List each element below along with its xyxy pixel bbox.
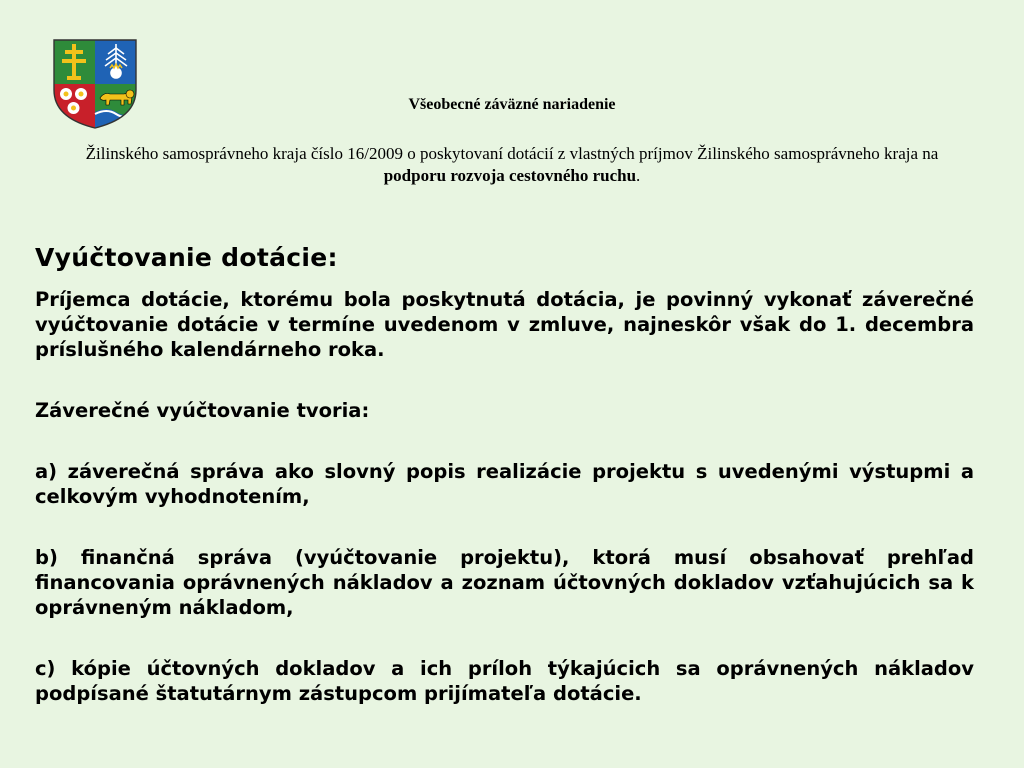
list-item-c: c) kópie účtovných dokladov a ich príloh týkajúcich sa oprávnených nákladov podpísané štatutárnym zástupcom prijímateľa dotácie.	[35, 657, 974, 705]
intro-paragraph: Príjemca dotácie, ktorému bola poskytnutá dotácia, je povinný vykonať záverečné vyúčtovanie dotácie v termíne uvedenom v zmluve, najneskôr však do 1. decembra príslušného kalendárneho roka.	[35, 288, 974, 361]
coat-of-arms-logo	[52, 38, 138, 130]
list-item-b: b) finančná správa (vyúčtovanie projektu), ktorá musí obsahovať prehľad financovania oprávnených nákladov a zoznam účtovných dokladov vzťahujúcich sa k oprávneným nákladom,	[35, 546, 974, 619]
subtitle-prefix: Žilinského samosprávneho kraja číslo 16/2009 o poskytovaní dotácií z vlastných príjmov Žilinského samosprávneho kraja na	[85, 144, 939, 163]
document-title: Všeobecné záväzné nariadenie	[408, 96, 616, 113]
document-subtitle	[60, 143, 964, 187]
list-heading: Záverečné vyúčtovanie tvoria:	[35, 399, 370, 422]
list-item-a: a) záverečná správa ako slovný popis realizácie projektu s uvedenými výstupmi a celkovým vyhodnotením,	[35, 460, 974, 508]
subtitle-suffix: .	[636, 166, 641, 185]
section-heading: Vyúčtovanie dotácie:	[35, 243, 338, 272]
subtitle-emphasis: podporu rozvoja cestovného ruchu	[383, 166, 637, 185]
